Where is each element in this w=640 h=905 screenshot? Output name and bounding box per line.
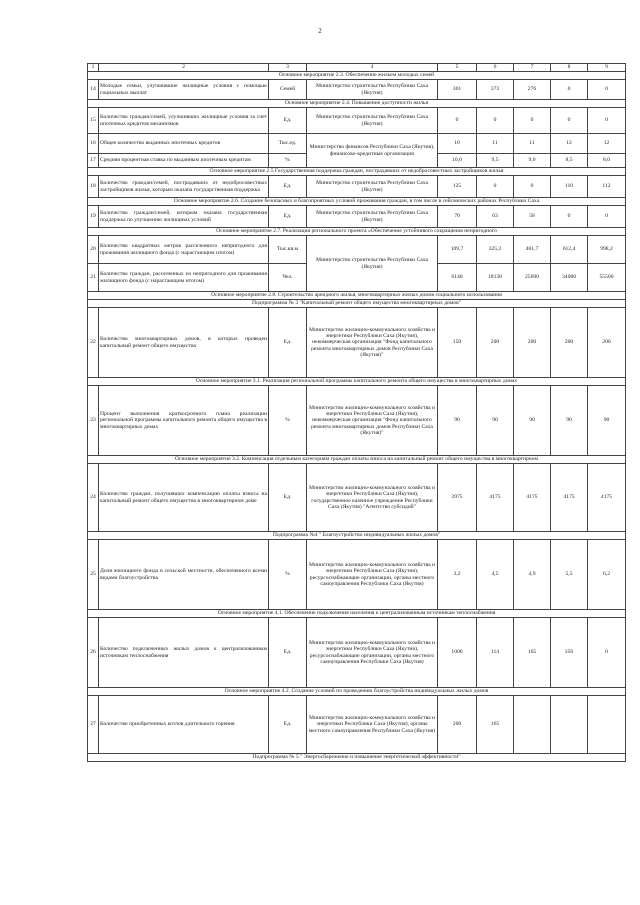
row-number: 16 xyxy=(88,134,99,154)
indicator-value: 0 xyxy=(477,108,514,134)
row-number: 27 xyxy=(88,696,99,754)
row-number: 25 xyxy=(88,540,99,610)
indicator-value: 0 xyxy=(551,80,588,100)
table-row xyxy=(88,696,626,754)
table-row xyxy=(88,108,626,134)
row-number: 23 xyxy=(88,386,99,456)
row-number: 24 xyxy=(88,464,99,532)
unit-of-measure: Тыс.ед. xyxy=(269,134,307,154)
unit-of-measure: % xyxy=(269,540,307,610)
indicator-value: 998,2 xyxy=(588,236,626,264)
row-number: 26 xyxy=(88,618,99,688)
indicator-name: Количество квадратных метров расселенного непригодного для проживания жилищного фонда (с нарастающим итогом) xyxy=(99,236,269,264)
indicator-value: 8,0 xyxy=(588,154,626,168)
section-row xyxy=(88,456,626,464)
table-row xyxy=(88,134,626,154)
section-row xyxy=(88,688,626,696)
indicator-value: 90 xyxy=(588,386,626,456)
unit-of-measure: Ед. xyxy=(269,108,307,134)
indicator-value: 0 xyxy=(588,80,626,100)
indicator-name: Количество граждан/семей, которым оказана государственная поддержка по улучшению жилищных условий xyxy=(99,206,269,228)
unit-of-measure: % xyxy=(269,386,307,456)
indicator-value: 356 xyxy=(551,618,588,688)
column-number-row xyxy=(88,64,626,72)
page-number: 2 xyxy=(318,27,322,35)
row-number: 19 xyxy=(88,206,99,228)
indicator-value: 55500 xyxy=(588,264,626,292)
section-title: Основное мероприятие 3.1. Реализация региональной программы капитального ремонта общего имущества в многоквартирных домах xyxy=(88,378,626,386)
indicator-value: 6140 xyxy=(438,264,477,292)
table-row xyxy=(88,464,626,532)
executor: Министерство финансов Республики Саха (Якутия), финансово-кредитные организации xyxy=(307,134,438,168)
indicator-value: 70 xyxy=(438,206,477,228)
column-number: 2 xyxy=(99,64,269,72)
table-row xyxy=(88,386,626,456)
unit-of-measure: % xyxy=(269,154,307,168)
section-title: Подпрограмма № 3 "Капитальный ремонт общего имущества многоквартирных домов" xyxy=(88,300,626,308)
column-number: 4 xyxy=(307,64,438,72)
section-row xyxy=(88,168,626,176)
executor: Министерство строительства Республики Саха (Якутия) xyxy=(307,80,438,100)
indicator-value xyxy=(551,696,588,754)
indicator-value: 4,5 xyxy=(477,540,514,610)
indicator-value: 11 xyxy=(477,134,514,154)
table-row xyxy=(88,176,626,198)
section-title: Основное мероприятие 2.7. Реализация регионального проекта «Обеспечение устойчивого сокращения непригодного xyxy=(88,228,626,236)
indicator-value: 0 xyxy=(438,108,477,134)
indicator-value: 0 xyxy=(514,176,551,198)
section-title: Подпрограмма №4 " Благоустройство индивидуальных жилых домов" xyxy=(88,532,626,540)
indicator-name: Количество многоквартирных домов, в которых проведен капитальный ремонт общего имущества xyxy=(99,308,269,378)
indicator-value: 4175 xyxy=(514,464,551,532)
indicator-name: Общее количество выданных ипотечных кредитов xyxy=(99,134,269,154)
indicator-value: 5,5 xyxy=(551,540,588,610)
section-row xyxy=(88,300,626,308)
indicator-value: 4175 xyxy=(588,464,626,532)
section-row xyxy=(88,72,626,80)
unit-of-measure: Тыс.кв.м xyxy=(269,236,307,264)
section-row xyxy=(88,378,626,386)
indicator-value: 9,5 xyxy=(477,154,514,168)
section-row xyxy=(88,198,626,206)
indicator-value: 373 xyxy=(477,80,514,100)
indicator-value: 11 xyxy=(514,134,551,154)
indicator-name: Количество подключенных жилых домов к централизованным источникам теплоснабжения xyxy=(99,618,269,688)
section-title: Основное мероприятие 2.5 Государственная поддержка граждан, пострадавших от недобросовестных застройщиков жилья xyxy=(88,168,626,176)
column-number: 8 xyxy=(551,64,588,72)
indicator-value: 3,2 xyxy=(438,540,477,610)
indicator-value: 0 xyxy=(588,206,626,228)
executor: Министерство жилищно-коммунального хозяйства и энергетики Республики Саха (Якутия), органы местного самоуправления Республики Саха (Якутия) xyxy=(307,696,438,754)
indicator-value: 165 xyxy=(514,618,551,688)
indicator-name: Количество граждан, получивших компенсацию оплаты взноса на капитальный ремонт общего имущества в многоквартирном доме xyxy=(99,464,269,532)
indicator-value: 12 xyxy=(588,134,626,154)
indicator-value: 200 xyxy=(514,308,551,378)
indicator-value: 3975 xyxy=(438,464,477,532)
indicator-value: 114 xyxy=(477,618,514,688)
indicator-value: 34080 xyxy=(551,264,588,292)
section-title: Основное мероприятие 4.1. Обеспечение подключения населения к централизованным источникам теплоснабжения xyxy=(88,610,626,618)
indicator-value: 90 xyxy=(438,386,477,456)
section-row xyxy=(88,610,626,618)
indicator-value: 12 xyxy=(551,134,588,154)
column-number: 6 xyxy=(477,64,514,72)
executor: Министерство жилищно-коммунального хозяйства и энергетики Республики Саха (Якутия), некоммерческая организация "Фонд капитального ремонта многоквартирных домов Республики Саха (Якутия)" xyxy=(307,386,438,456)
executor: Министерство жилищно-коммунального хозяйства и энергетики Республики Саха (Якутия), ресурсоснабжающие организации, органы местного самоуправления Республики Саха (Якутия) xyxy=(307,618,438,688)
indicator-value: 90 xyxy=(514,386,551,456)
indicator-value: 200 xyxy=(477,308,514,378)
indicator-value: 325,2 xyxy=(477,236,514,264)
indicator-value: 63 xyxy=(477,206,514,228)
executor: Министерство жилищно-коммунального хозяйства и энергетики Республики Саха (Якутия), некоммерческая организация "Фонд капитального ремонта многоквартирных домов Республики Саха (Якутия)" xyxy=(307,308,438,378)
indicator-value: 4,9 xyxy=(514,540,551,610)
indicator-value: 8,5 xyxy=(551,154,588,168)
indicator-value: 0 xyxy=(477,176,514,198)
indicator-value: 6,2 xyxy=(588,540,626,610)
unit-of-measure: Чел. xyxy=(269,264,307,292)
row-number: 20 xyxy=(88,236,99,264)
indicator-value: 0 xyxy=(588,618,626,688)
table-row xyxy=(88,236,626,264)
indicator-value: 125 xyxy=(438,176,477,198)
indicator-name: Количество граждан, расселенных из непригодного для проживания жилищного фонда (с нарастающим итогом) xyxy=(99,264,269,292)
unit-of-measure: Ед. xyxy=(269,308,307,378)
indicator-value: 18130 xyxy=(477,264,514,292)
indicator-name: Количество граждан/семей, улучшивших жилищные условия за счет ипотечных кредитов механизмов xyxy=(99,108,269,134)
column-number: 1 xyxy=(88,64,99,72)
table-row xyxy=(88,540,626,610)
section-title: Подпрограмма № 5 " Энергосбережение и повышение энергетической эффективности" xyxy=(88,754,626,762)
row-number: 15 xyxy=(88,108,99,134)
row-number: 18 xyxy=(88,176,99,198)
indicator-value: 0 xyxy=(588,108,626,134)
executor: Министерство жилищно-коммунального хозяйства и энергетики Республики Саха (Якутия), ресурсоснабжающие организации, органы местного самоуправления Республики Саха (Якутия) xyxy=(307,540,438,610)
column-number: 3 xyxy=(269,64,307,72)
section-row xyxy=(88,228,626,236)
executor: Министерство строительства Республики Саха (Якутия) xyxy=(307,108,438,134)
section-row xyxy=(88,100,626,108)
indicator-value: 276 xyxy=(514,80,551,100)
table-row xyxy=(88,308,626,378)
unit-of-measure: Семей xyxy=(269,80,307,100)
column-number: 5 xyxy=(438,64,477,72)
indicator-value: 361 xyxy=(438,80,477,100)
section-title: Основное мероприятие 2.8. Строительство арендного жилья, многоквартирных жилых домов социального использования xyxy=(88,292,626,300)
indicator-value: 200 xyxy=(438,696,477,754)
executor: Министерство строительства Республики Саха (Якутия) xyxy=(307,206,438,228)
indicator-value: 4175 xyxy=(551,464,588,532)
unit-of-measure: Ед. xyxy=(269,696,307,754)
row-number: 22 xyxy=(88,308,99,378)
indicator-name: Средняя процентная ставка по выданным ипотечным кредитам xyxy=(99,154,269,168)
indicator-name: Количество граждан/семей, пострадавших от недобросовестных застройщиков жилья, которым оказана государственная поддержка xyxy=(99,176,269,198)
section-title: Основное мероприятие 4.2. Создание условий по проведению благоустройства индивидуальных жилых домов xyxy=(88,688,626,696)
table-row xyxy=(88,80,626,100)
section-title: Основное мероприятие 2.3. Обеспечение жильем молодых семей xyxy=(88,72,626,80)
indicator-value: 90 xyxy=(477,386,514,456)
section-title: Основное мероприятие 3.2. Компенсация отдельным категориям граждан оплаты взноса на капитальный ремонт общего имущества в многоквартирном xyxy=(88,456,626,464)
indicator-value: 10 xyxy=(438,134,477,154)
table-row xyxy=(88,206,626,228)
indicator-name: Доля жилищного фонда в сельской местности, обеспеченного всеми видами благоустройства xyxy=(99,540,269,610)
indicator-value: 200 xyxy=(588,308,626,378)
section-row xyxy=(88,292,626,300)
column-number: 9 xyxy=(588,64,626,72)
indicator-value: 0 xyxy=(514,108,551,134)
indicator-value xyxy=(588,696,626,754)
unit-of-measure: Ед. xyxy=(269,464,307,532)
indicator-value: 0 xyxy=(551,206,588,228)
indicator-value: 9,0 xyxy=(514,154,551,168)
row-number: 17 xyxy=(88,154,99,168)
indicator-value: 109,7 xyxy=(438,236,477,264)
unit-of-measure: Ед. xyxy=(269,206,307,228)
section-row xyxy=(88,532,626,540)
column-number: 7 xyxy=(514,64,551,72)
indicator-name: Процент выполнения краткосрочного плана реализации региональной программы капитального ремонта общего имущества в многоквартирных домах xyxy=(99,386,269,456)
indicator-value: 150 xyxy=(438,308,477,378)
table-row xyxy=(88,618,626,688)
indicator-value: 90 xyxy=(551,386,588,456)
indicator-value: 0 xyxy=(551,108,588,134)
indicator-value: 4175 xyxy=(477,464,514,532)
executor: Министерство строительства Республики Саха (Якутия) xyxy=(307,236,438,292)
section-title: Основное мероприятие 2.4. Повышение доступности жилья xyxy=(88,100,626,108)
section-row xyxy=(88,754,626,762)
indicator-value: 612,4 xyxy=(551,236,588,264)
executor: Министерство жилищно-коммунального хозяйства и энергетики Республики Саха (Якутия), государственное казенное учреждение Республики Саха (Якутия) "Агентство субсидий" xyxy=(307,464,438,532)
indicator-value xyxy=(514,696,551,754)
indicator-value: 58 xyxy=(514,206,551,228)
indicator-value: 165 xyxy=(477,696,514,754)
indicator-value: 25690 xyxy=(514,264,551,292)
row-number: 14 xyxy=(88,80,99,100)
indicator-value: 1000 xyxy=(438,618,477,688)
section-title: Основное мероприятие 2.6. Создание безопасных и благоприятных условий проживания граждан, в том числе в сейсмических районах Республики Саха xyxy=(88,198,626,206)
executor: Министерство строительства Республики Саха (Якутия) xyxy=(307,176,438,198)
indicator-name: Молодые семьи, улучшившие жилищные условия с помощью социальных выплат xyxy=(99,80,269,100)
row-number: 21 xyxy=(88,264,99,292)
indicator-value: 110 xyxy=(551,176,588,198)
unit-of-measure: Ед. xyxy=(269,176,307,198)
indicator-value: 112 xyxy=(588,176,626,198)
unit-of-measure: Ед. xyxy=(269,618,307,688)
indicator-value: 461,7 xyxy=(514,236,551,264)
indicator-value: 10,0 xyxy=(438,154,477,168)
indicator-value: 200 xyxy=(551,308,588,378)
indicators-table xyxy=(87,63,626,762)
indicator-name: Количество приобретенных котлов длительного горения xyxy=(99,696,269,754)
